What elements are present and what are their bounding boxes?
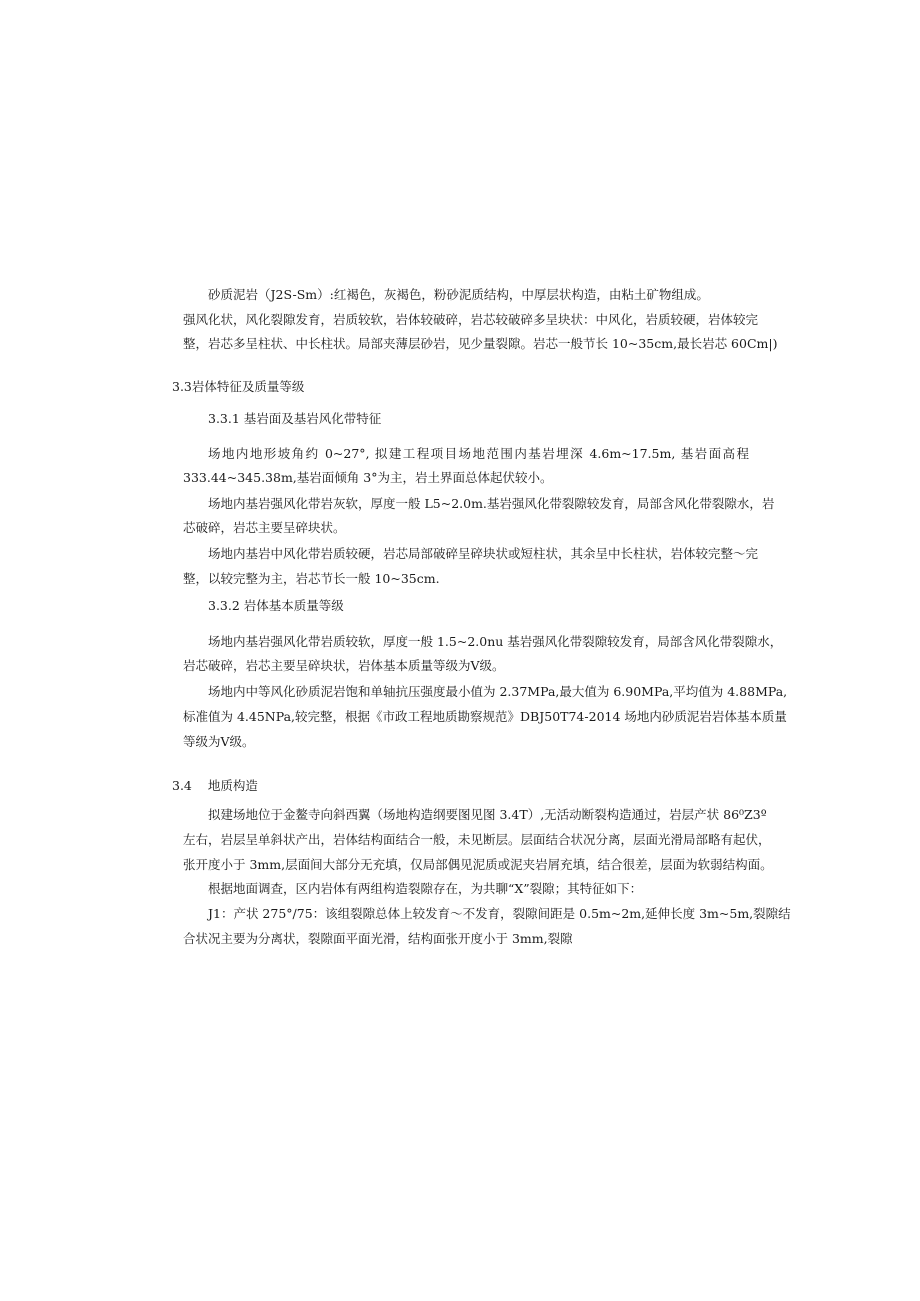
text-line: 标准值为 4.45NPa,较完整，根据《市政工程地质勘察规范》DBJ50T74-2014 场地内砂质泥岩岩体基本质量 [183,709,787,724]
text-line: 场地内基岩强风化带岩灰软，厚度一般 L5~2.0m.基岩强风化带裂隙较发育，局部含风化带裂隙水，岩 [208,496,775,511]
text-line: 等级为Ⅴ级。 [183,734,255,749]
text-line: 333.44~345.38m,基岩面倾角 3°为主，岩土界面总体起伏较小。 [183,470,553,485]
text-line: 芯破碎，岩芯主要呈碎块状。 [183,520,346,535]
text-line: 场地内基岩中风化带岩质较硬，岩芯局部破碎呈碎块状或短柱状，其余呈中长柱状，岩体较完整～完 [208,546,759,561]
section-number: 3.4 [172,778,192,793]
text-line: 左右，岩层呈单斜状产出，岩体结构面结合一般，未见断层。层面结合状况分离，层面光滑局部略有起伏， [183,832,771,847]
section-title: 地质构造 [207,778,258,793]
text-line: 场地内地形坡角约 0~27°, 拟建工程项目场地范围内基岩埋深 4.6m~17.5m, 基岩面高程 [208,446,749,461]
text-line: 张开度小于 3mm,层面间大部分无充填，仅局部偶见泥质或泥夹岩屑充填，结合很差，层面为软弱结构面。 [183,857,773,872]
text-line: 根据地面调查，区内岩体有两组构造裂隙存在，为共聊“X”裂隙；其特征如下： [208,881,643,896]
text-line: 拟建场地位于金鳌寺向斜西翼（场地构造纲要图见图 3.4T）,无活动断裂构造通过，岩层产状 86⁰Z3º [208,807,767,822]
text-line: 整，以较完整为主，岩芯节长一般 10~35cm. [183,571,440,586]
section-number: 3.3 [172,379,192,394]
text-line: 砂质泥岩（J2S-Sm）:红褐色，灰褐色，粉砂泥质结构，中厚层状构造，由粘土矿物组成。 [208,287,709,302]
text-line: 合状况主要为分离状，裂隙面平面光滑，结构面张开度小于 3mm,裂隙 [183,931,573,946]
subsection-heading: 3.3.1 基岩面及基岩风化带特征 [208,411,382,426]
subsection-heading: 3.3.2 岩体基本质量等级 [208,598,344,613]
text-line: 强风化状，风化裂隙发育，岩质较软，岩体较破碎，岩芯较破碎多呈块状：中风化，岩质较硬，岩体较完 [183,312,759,327]
text-line: 岩芯破碎，岩芯主要呈碎块状，岩体基本质量等级为Ⅴ级。 [183,658,505,673]
section-title: 岩体特征及质量等级 [191,379,305,394]
text-line: J1：产状 275°∕75：该组裂隙总体上较发育～不发育，裂隙间距是 0.5m~2m,延伸长度 3m~5m,裂隙结 [208,906,791,921]
text-line: 整，岩芯多呈柱状、中长柱状。局部夹薄层砂岩，见少量裂隙。岩芯一般节长 10~35cm,最长岩芯 60Cm|) [183,336,778,351]
text-line: 场地内基岩强风化带岩质较软，厚度一般 1.5~2.0nu 基岩强风化带裂隙较发育，局部含风化带裂隙水， [208,634,783,649]
section-heading [172,778,258,794]
section-heading [172,379,304,395]
text-line: 场地内中等风化砂质泥岩饱和单轴抗压强度最小值为 2.37MPa,最大值为 6.90MPa,平均值为 4.88MPa, [208,684,788,699]
